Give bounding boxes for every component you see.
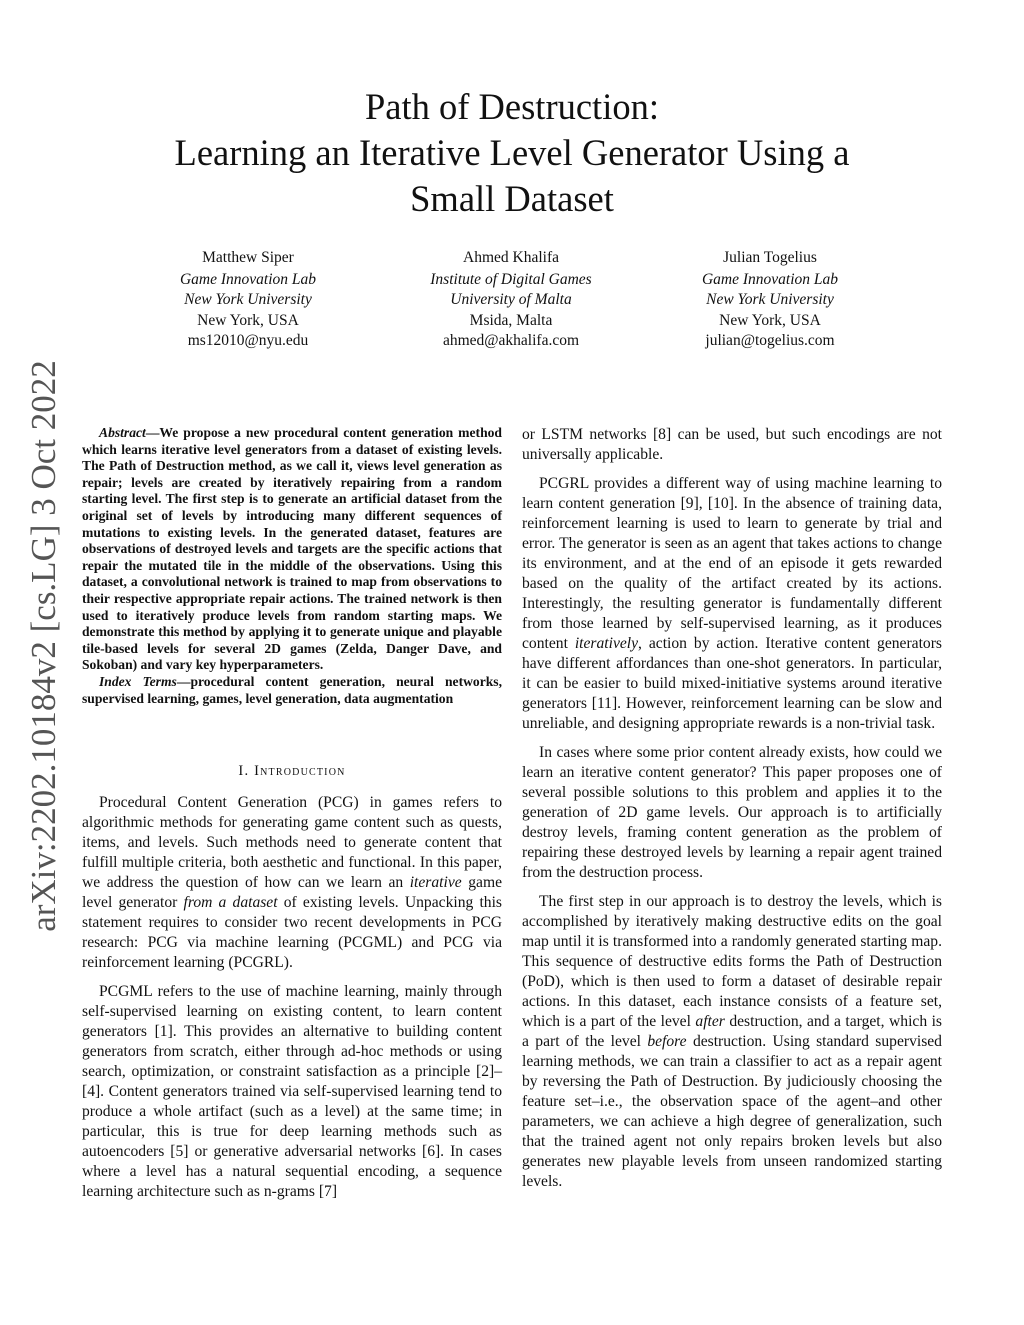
author-dept: Game Innovation Lab	[701, 270, 839, 288]
author-block-2	[386, 248, 636, 352]
author-block-1	[123, 248, 373, 352]
abstract-label: Abstract	[99, 425, 146, 440]
text-run: , action by action. Iterative content generators have different affordances than one-shot generators. In particular, it can be easier to build mixed-initiative systems around iterative generators [11]. However, reinforcement learning can be slow and unreliable, and designing appropriate rewards is a non-trivial task.	[522, 635, 942, 732]
author-location: New York, USA	[719, 311, 821, 329]
author-location: New York, USA	[197, 311, 299, 329]
author-email: ms12010@nyu.edu	[187, 332, 309, 349]
index-terms	[82, 674, 502, 707]
author-dept: Institute of Digital Games	[430, 270, 592, 288]
author-org: University of Malta	[450, 291, 572, 308]
text-run: Procedural Content Generation (PCG) in games refers to algorithmic methods for generating game content such as quests, items, and levels. Such methods need to generate content that fulfill multiple criteria, both aesthetic and functional. In this paper, we address the question of how can we learn an	[82, 794, 502, 892]
text-run: The first step in our approach is to destroy the levels, which is accomplished by iteratively making destructive edits on the goal map until it is transformed into a randomly generated starting map. This sequence of destructive edits forms the Path of Destruction (PoD), which is then used to form a dataset of desirable repair actions. In this dataset, each instance consists of a feature set, which is a part of the level	[522, 893, 942, 1030]
section-title: Introduction	[254, 763, 346, 780]
index-terms-text: —procedural content generation, neural networks, supervised learning, games, level generation, data augmentation	[82, 673, 502, 706]
intro-paragraph-1	[82, 793, 502, 973]
right-column	[522, 425, 942, 1192]
emphasis: from a dataset	[183, 894, 278, 912]
left-column	[82, 425, 502, 1202]
title-line-2: Learning an Iterative Level Generator Using a	[174, 132, 850, 173]
intro-paragraph-3	[522, 474, 942, 734]
author-org: New York University	[184, 291, 312, 308]
text-run: destruction, and a target, which is a part of the level	[522, 1013, 943, 1050]
paper-title	[0, 84, 1024, 222]
intro-paragraph-4: In cases where some prior content already exists, how could we learn an iterative content generator? This paper proposes one of several possible solutions to this problem and applies it to the generation of 2D game levels. Our approach is to artificially destroy levels, framing content generation as the problem of repairing these destroyed levels by learning a repair agent trained from the destruction process.	[522, 744, 942, 881]
arxiv-identifier: arXiv:2202.10184v2 [cs.LG] 3 Oct 2022	[24, 360, 63, 932]
text-run: PCGRL provides a different way of using machine learning to learn content generation [9], [10]. In the absence of training data, reinforcement learning is used to learn to generate by trial and error. The generator is seen as an agent that takes actions to change its environment, and at the end of an episode it gets rewarded based on the quality of the artifact created by its actions. Interestingly, the resulting generator is fundamentally different from those learned by self-supervised learning, as it produces content	[522, 475, 942, 652]
author-email: julian@togelius.com	[705, 332, 835, 349]
section-number: I.	[238, 763, 250, 780]
text-run: of existing levels. Unpacking this statement requires to consider two recent developments in PCG research: PCG via machine learning (PCGML) and PCG via reinforcement learning (PCGRL).	[82, 894, 502, 972]
author-location: Msida, Malta	[469, 311, 553, 329]
abstract-paragraph	[82, 425, 502, 674]
text-run: game level generator	[82, 874, 502, 912]
text-run: destruction. Using standard supervised learning methods, we can train a classifier to act as a repair agent by reversing the Path of Destruction. By judiciously choosing the feature set–i.e., the observation space of the agent–and other parameters, we can achieve a high degree of generalization, such that the trained agent not only repairs broken levels but also generates new playable levels from unseen randomized starting levels.	[522, 1033, 942, 1190]
title-line-1: Path of Destruction:	[365, 86, 659, 127]
emphasis: before	[647, 1033, 687, 1050]
title-line-3: Small Dataset	[410, 178, 614, 219]
emphasis: iterative	[409, 874, 462, 892]
section-heading	[82, 761, 502, 781]
emphasis: iteratively	[574, 635, 639, 652]
author-dept: Game Innovation Lab	[179, 270, 317, 288]
author-name: Ahmed Khalifa	[463, 249, 559, 266]
intro-paragraph-5	[522, 892, 942, 1192]
intro-paragraph-2: PCGML refers to the use of machine learning, mainly through self-supervised learning on existing content, to learn content generators [1]. This provides an alternative to building content generators from scratch, either through ad-hoc methods or using search, optimization, or constraint satisfaction as a principle [2]–[4]. Content generators trained via self-supervised learning tend to produce a whole artifact (such as a level) at the same time; in particular, this is true for deep learning methods such as autoencoders [5] or generative adversarial networks [6]. In cases where a level has a natural sequential encoding, a sequence learning architecture such as n-grams [7]	[82, 983, 502, 1201]
author-name: Julian Togelius	[723, 249, 817, 266]
abstract-text: —We propose a new procedural content generation method which learns iterative level generators from a dataset of existing levels. The Path of Destruction method, as we call it, views level generation as repair; levels are created by iteratively repairing from a random starting level. The first step is to generate an artificial dataset from the original set of levels by introducing many different sequences of mutations to existing levels. In the generated dataset, features are observations of destroyed levels and targets are the specific actions that repair the mutated tile in the middle of the observations. Using this dataset, a convolutional network is trained to map from observations to their respective appropriate repair actions. The trained network is then used to iteratively produce levels from random starting maps. We demonstrate this method by applying it to generate unique and playable tile-based levels for several 2D games (Zelda, Danger Dave, and Sokoban) and vary key hyperparameters.	[82, 425, 502, 673]
author-name: Matthew Siper	[202, 249, 294, 266]
author-org: New York University	[706, 291, 834, 308]
emphasis: after	[695, 1013, 725, 1030]
index-terms-label: Index Terms	[99, 673, 177, 689]
author-block-3	[645, 248, 895, 352]
intro-paragraph-2-continued: or LSTM networks [8] can be used, but such encodings are not universally applicable.	[522, 426, 942, 463]
author-email: ahmed@akhalifa.com	[442, 332, 580, 349]
abstract	[82, 425, 502, 707]
